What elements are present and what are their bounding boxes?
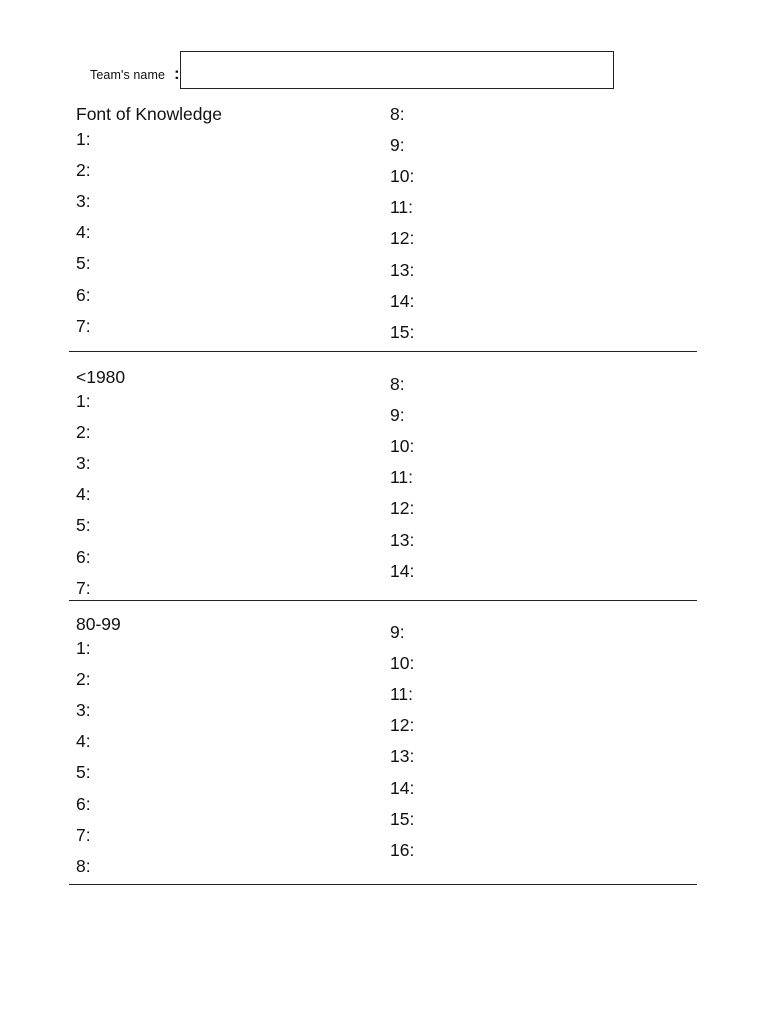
answer-number-label: 14: <box>390 561 415 581</box>
round-title: <1980 <box>76 367 126 387</box>
answer-number-label: 12: <box>390 715 415 735</box>
answer-number-label: 15: <box>390 322 415 342</box>
answer-number-label: 9: <box>390 135 405 155</box>
answer-number-label: 5: <box>76 762 91 782</box>
answer-number-label: 6: <box>76 547 91 567</box>
answer-number-label: 14: <box>390 291 415 311</box>
answer-number-label: 10: <box>390 166 415 186</box>
answer-number-label: 13: <box>390 530 415 550</box>
answer-number-label: 3: <box>76 191 91 211</box>
answer-number-label: 3: <box>76 700 91 720</box>
answer-number-label: 2: <box>76 669 91 689</box>
answer-number-label: 4: <box>76 222 91 242</box>
round-title: Font of Knowledge <box>76 104 222 124</box>
team-name-colon: : <box>174 64 180 83</box>
answer-number-label: 11: <box>390 197 414 217</box>
team-name-input[interactable] <box>180 51 614 89</box>
answer-number-label: 16: <box>390 840 415 860</box>
answer-number-label: 12: <box>390 228 415 248</box>
section-divider <box>69 600 697 601</box>
answer-number-label: 8: <box>390 104 405 124</box>
answer-number-label: 9: <box>390 405 405 425</box>
answer-number-label: 8: <box>390 374 405 394</box>
answer-number-label: 6: <box>76 285 91 305</box>
answer-number-label: 10: <box>390 436 415 456</box>
answer-number-label: 11: <box>390 684 414 704</box>
answer-number-label: 7: <box>76 316 91 336</box>
answer-number-label: 6: <box>76 794 91 814</box>
answer-number-label: 5: <box>76 253 91 273</box>
answer-number-label: 7: <box>76 578 91 598</box>
answer-number-label: 9: <box>390 622 405 642</box>
round-title: 80-99 <box>76 614 121 634</box>
answer-number-label: 2: <box>76 160 91 180</box>
answer-number-label: 12: <box>390 498 415 518</box>
section-divider <box>69 884 697 885</box>
answer-number-label: 10: <box>390 653 415 673</box>
answer-number-label: 13: <box>390 746 415 766</box>
answer-number-label: 11: <box>390 467 414 487</box>
answer-number-label: 5: <box>76 515 91 535</box>
answer-number-label: 2: <box>76 422 91 442</box>
answer-number-label: 4: <box>76 731 91 751</box>
answer-number-label: 4: <box>76 484 91 504</box>
answer-number-label: 13: <box>390 260 415 280</box>
answer-number-label: 7: <box>76 825 91 845</box>
answer-number-label: 3: <box>76 453 91 473</box>
answer-number-label: 14: <box>390 778 415 798</box>
answer-number-label: 1: <box>76 638 91 658</box>
answer-number-label: 8: <box>76 856 91 876</box>
answer-number-label: 15: <box>390 809 415 829</box>
answer-number-label: 1: <box>76 129 91 149</box>
answer-number-label: 1: <box>76 391 91 411</box>
team-name-label: Team's name <box>90 68 166 82</box>
section-divider <box>69 351 697 352</box>
